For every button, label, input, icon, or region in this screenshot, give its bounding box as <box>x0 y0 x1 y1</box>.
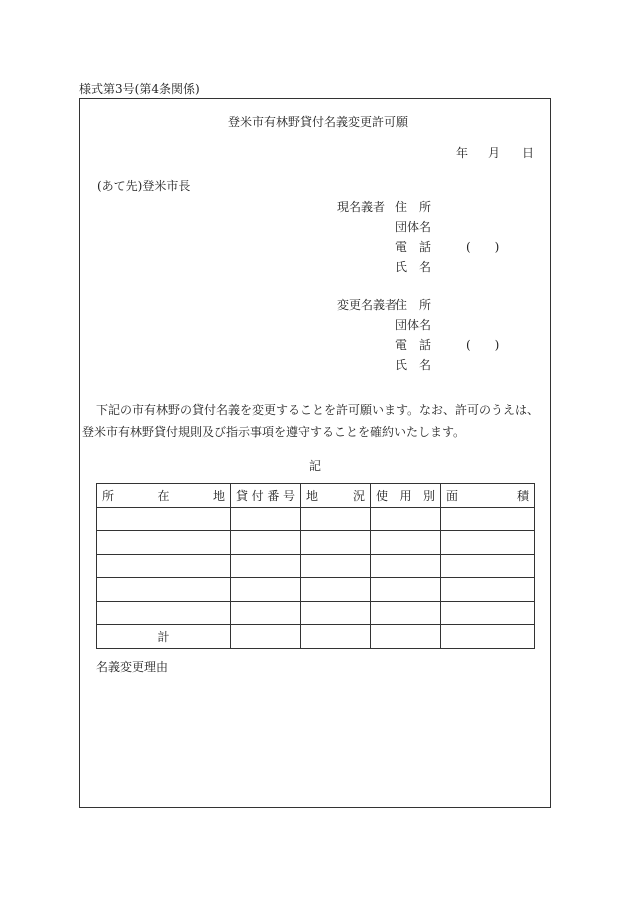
new-holder-phone-paren: ( ) <box>466 338 500 352</box>
declaration-text: 下記の市有林野の貸付名義を変更することを許可願います。なお、許可のうえは、登米市有林野貸付規則及び指示事項を遵守することを確約いたします。 <box>82 403 540 439</box>
header-land-status: 地 況 <box>301 484 371 508</box>
land-table <box>96 483 535 649</box>
table-total-row <box>97 625 535 649</box>
header-area: 面 積 <box>441 484 535 508</box>
table-header-row <box>97 484 535 508</box>
table-row <box>97 554 535 578</box>
form-frame <box>79 98 551 808</box>
header-lease-number: 貸 付 番 号 <box>231 484 301 508</box>
new-holder-phone-label: 電 話 <box>395 338 432 352</box>
current-holder-phone-paren: ( ) <box>466 240 500 254</box>
date-month: 月 <box>488 146 501 160</box>
date-year: 年 <box>456 146 469 160</box>
header-usage: 使 用 別 <box>371 484 441 508</box>
current-holder-organization-label: 団体名 <box>395 220 432 234</box>
current-holder-name-label: 氏 名 <box>395 260 432 274</box>
header-location: 所 在 地 <box>97 484 231 508</box>
current-holder-label: 現名義者 <box>337 200 386 214</box>
current-holder-phone-label: 電 話 <box>395 240 432 254</box>
table-row <box>97 531 535 555</box>
form-number: 様式第3号(第4条関係) <box>79 82 200 96</box>
table-row <box>97 578 535 602</box>
current-holder-address-label: 住 所 <box>395 200 432 214</box>
new-holder-label: 変更名義者 <box>337 298 398 312</box>
table-row <box>97 507 535 531</box>
new-holder-name-label: 氏 名 <box>395 358 432 372</box>
total-label: 計 <box>97 625 231 649</box>
form-title: 登米市有林野貸付名義変更許可願 <box>228 115 409 129</box>
new-holder-address-label: 住 所 <box>395 298 432 312</box>
reason-label: 名義変更理由 <box>96 660 169 674</box>
addressee: (あて先)登米市長 <box>97 179 191 193</box>
date-day: 日 <box>522 146 535 160</box>
new-holder-organization-label: 団体名 <box>395 318 432 332</box>
note-heading: 記 <box>309 459 322 473</box>
table-row <box>97 601 535 625</box>
